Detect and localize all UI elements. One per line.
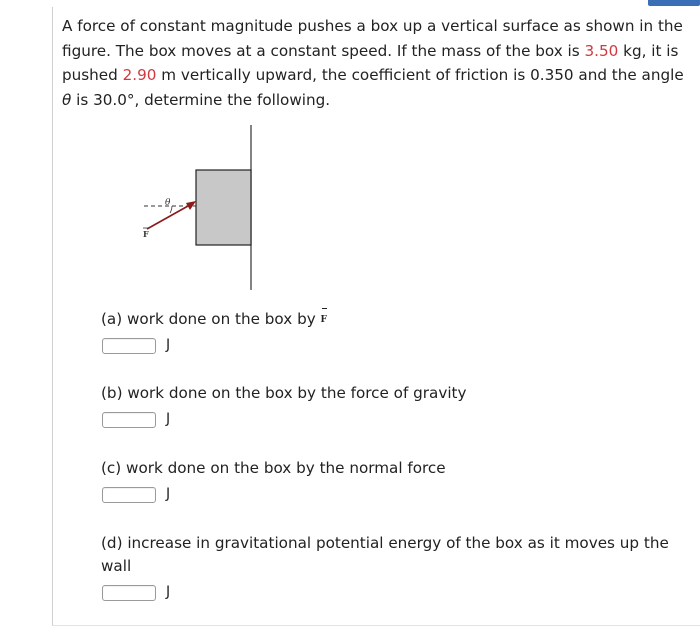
distance-value: 2.90 (122, 66, 157, 84)
question-intro: A force of constant magnitude pushes a box up a vertical surface as shown in the figure. The box moves at a constant speed. If the mass of the box is (62, 17, 683, 60)
part-c-input[interactable] (102, 487, 156, 503)
mass-value: 3.50 (584, 41, 619, 60)
force-label: F (143, 229, 149, 239)
unit-label: J (166, 486, 171, 502)
question-text-part: m vertically upward, the coefficient of friction is 0.350 and the angle (156, 66, 684, 84)
theta-symbol: θ (62, 90, 72, 109)
unit-label: J (166, 411, 171, 427)
part-a-input[interactable] (102, 338, 156, 354)
force-arrow-shaft (147, 206, 188, 229)
box (196, 170, 251, 245)
part-a-text: (a) work done on the box by (101, 310, 321, 328)
part-a-label (101, 308, 327, 334)
force-vector-symbol: F (320, 315, 327, 325)
part-b-label: (b) work done on the box by the force of gravity (101, 384, 467, 402)
question-text-part: is 30.0°, determine the following. (71, 90, 331, 109)
question-text-part: kg, it is pushed (62, 41, 679, 84)
unit-label: J (166, 337, 171, 353)
part-d-input[interactable] (102, 585, 156, 601)
part-b-input[interactable] (102, 412, 156, 428)
part-d-label: (d) increase in gravitational potential energy of the box as it moves up the wall (101, 534, 669, 575)
part-c-label: (c) work done on the box by the normal force (101, 459, 446, 477)
unit-label: J (166, 584, 171, 600)
theta-label: θ (165, 198, 171, 208)
